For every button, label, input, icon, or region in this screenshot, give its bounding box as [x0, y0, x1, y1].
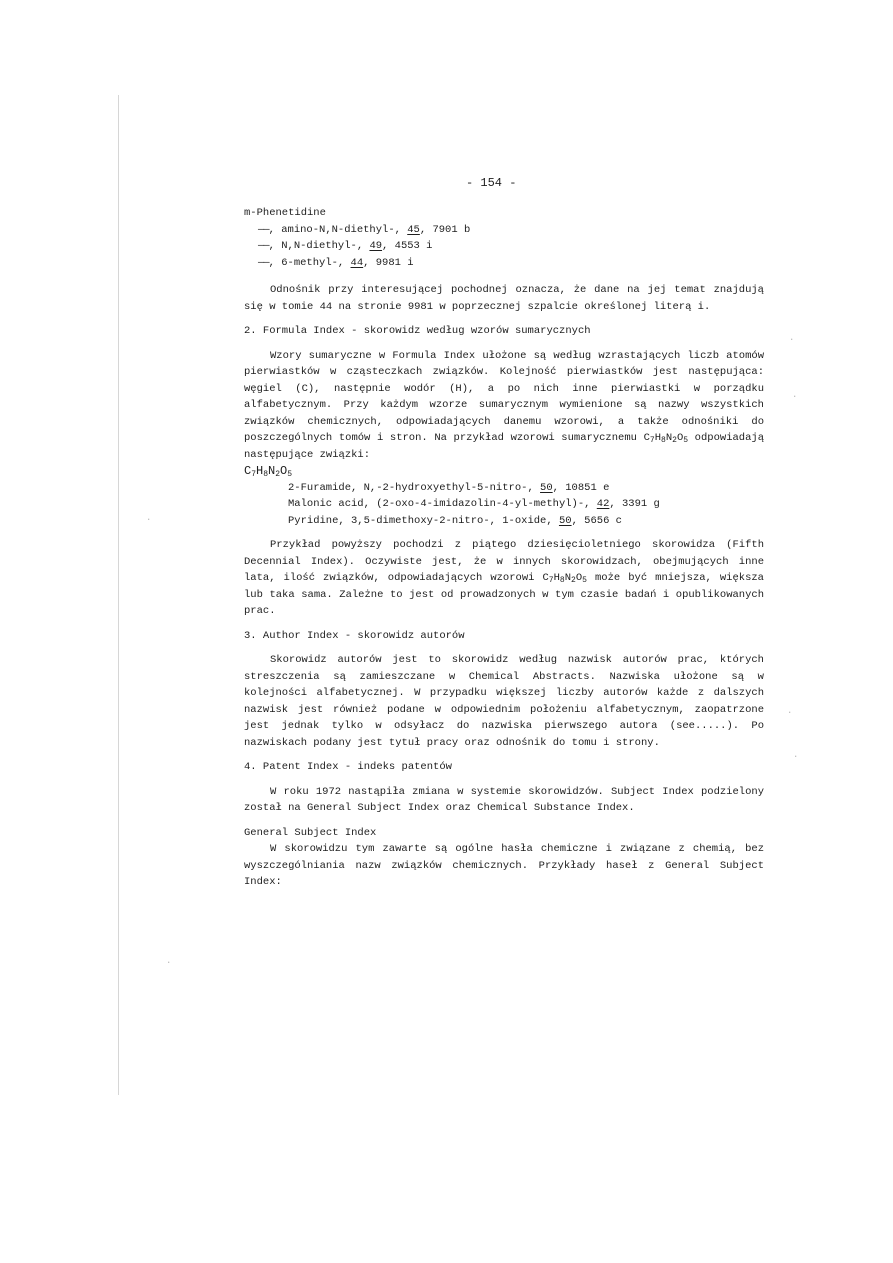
scan-speck: ·: [792, 392, 798, 402]
paragraph-formula-index: [244, 348, 764, 464]
paragraph-reference-explanation: Odnośnik przy interesującej pochodnej oznacza, że dane na jej temat znajdują się w tomie 44 na stronie 9981 w poprzecznej szpalcie określonej literą i.: [244, 284, 764, 313]
example-entry: [244, 222, 764, 239]
example-entry: [244, 238, 764, 255]
compound-entry: Malonic acid, (2-oxo-4-imidazolin-4-yl-methyl)-, 42, 3391 g: [288, 498, 660, 510]
paragraph-author-index: Skorowidz autorów jest to skorowidz według nazwisk autorów prac, których streszczenia są zamieszczane w Chemical Abstracts. Nazwiska ułożone są w kolejności alfabetycznej. W przypadku większej liczby autorów każde z dalszych nazwisk jest również podane w odpowiednim położeniu alfabetycznym, zaopatrzone jest jednak tylko w odsyłacz do nazwiska pierwszego autora (see.....). Po nazwiskach podany jest tytuł pracy oraz odnośnik do tomu i strony.: [244, 654, 764, 749]
document-body: [244, 205, 764, 891]
entry-text: , amino-N,N-diethyl-,: [268, 223, 408, 236]
compound-entry: 2-Furamide, N,-2-hydroxyethyl-5-nitro-, 50, 10851 e: [288, 481, 610, 494]
example-head: m-Phenetidine: [244, 207, 326, 219]
subheading-general-subject-index: General Subject Index: [244, 826, 377, 839]
compound-volume: 42: [596, 498, 610, 510]
inline-formula: $C_7H_8N_2O_5$: [542, 572, 587, 585]
page-number: - 154 -: [466, 176, 517, 190]
paragraph-text: Wzory sumaryczne w Formula Index ułożone są według wzrastających liczb atomów pierwiastków w cząsteczkach związków. Kolejność pierwiastków jest następująca: węgiel (C), następnie wodór (H), a po nich inne pierwiastki w porządku alfabetycznym. Przy każdym wzorze sumarycznym wymienione są nazwy wszystkich związków chemicznych, odpowiadających danemu wzorowi, a także odnośniki do poszczególnych tomów i stron. Na przykład wzorowi sumarycznemu: [244, 349, 764, 444]
compound-entry: Pyridine, 3,5-dimethoxy-2-nitro-, 1-oxide, 50, 5656 c: [288, 514, 622, 527]
paragraph-decennial-index: Przykład powyższy pochodzi z piątego dziesięcioletniego skorowidza (Fifth Decennial Index). Oczywiste jest, że w innych skorowidzach, obejmujących inne lata, ilość związków, odpowiadających wzorowi $C_7H_8N_2O_5$ może być mniejsza, większa lub taka sama. Zależne to jest od prowadzonych w tym czasie badań i opublikowanych prac.: [244, 539, 764, 617]
entry-volume: 49: [369, 240, 383, 252]
formula-heading: $C_7H_8N_2O_5$: [244, 464, 293, 479]
example-entry: [244, 255, 764, 272]
compound-list: [244, 480, 764, 530]
page-edge-line: [118, 95, 119, 1095]
entry-text: , N,N-diethyl-,: [268, 240, 370, 252]
section-heading-formula-index: 2. Formula Index - skorowidz według wzorów sumarycznych: [244, 325, 591, 337]
example-phenetidine: [244, 205, 764, 271]
section-heading-author-index: 3. Author Index - skorowidz autorów: [244, 629, 465, 642]
scan-speck: ·: [787, 708, 793, 718]
entry-ref: , 9981 i: [363, 256, 414, 269]
paragraph-patent-index: W roku 1972 nastąpiła zmiana w systemie skorowidzów. Subject Index podzielony został na General Subject Index oraz Chemical Substance Index.: [244, 785, 764, 814]
scan-speck: ·: [146, 515, 152, 525]
paragraph-text: odpowiadają następujące związki:: [244, 432, 764, 461]
scan-speck: ·: [166, 958, 172, 968]
compound-volume: 50: [558, 514, 572, 527]
entry-dash: ——: [258, 256, 269, 269]
entry-dash: ——: [258, 223, 269, 236]
section-heading-patent-index: 4. Patent Index - indeks patentów: [244, 761, 452, 773]
entry-volume: 44: [350, 256, 364, 269]
scan-speck: ·: [789, 335, 795, 345]
scan-speck: ·: [793, 752, 799, 762]
entry-ref: , 7901 b: [419, 223, 471, 236]
entry-text: , 6-methyl-,: [268, 256, 351, 269]
entry-ref: , 4553 i: [382, 240, 433, 252]
paragraph-general-subject-index: W skorowidzu tym zawarte są ogólne hasła chemiczne i związane z chemią, bez wyszczególniania nazw związków chemicznych. Przykłady haseł z General Subject Index:: [244, 843, 764, 888]
compound-volume: 50: [540, 481, 553, 494]
entry-volume: 45: [407, 223, 420, 236]
inline-formula: $C_7H_8N_2O_5$: [643, 432, 689, 445]
entry-dash: ——: [258, 240, 269, 252]
